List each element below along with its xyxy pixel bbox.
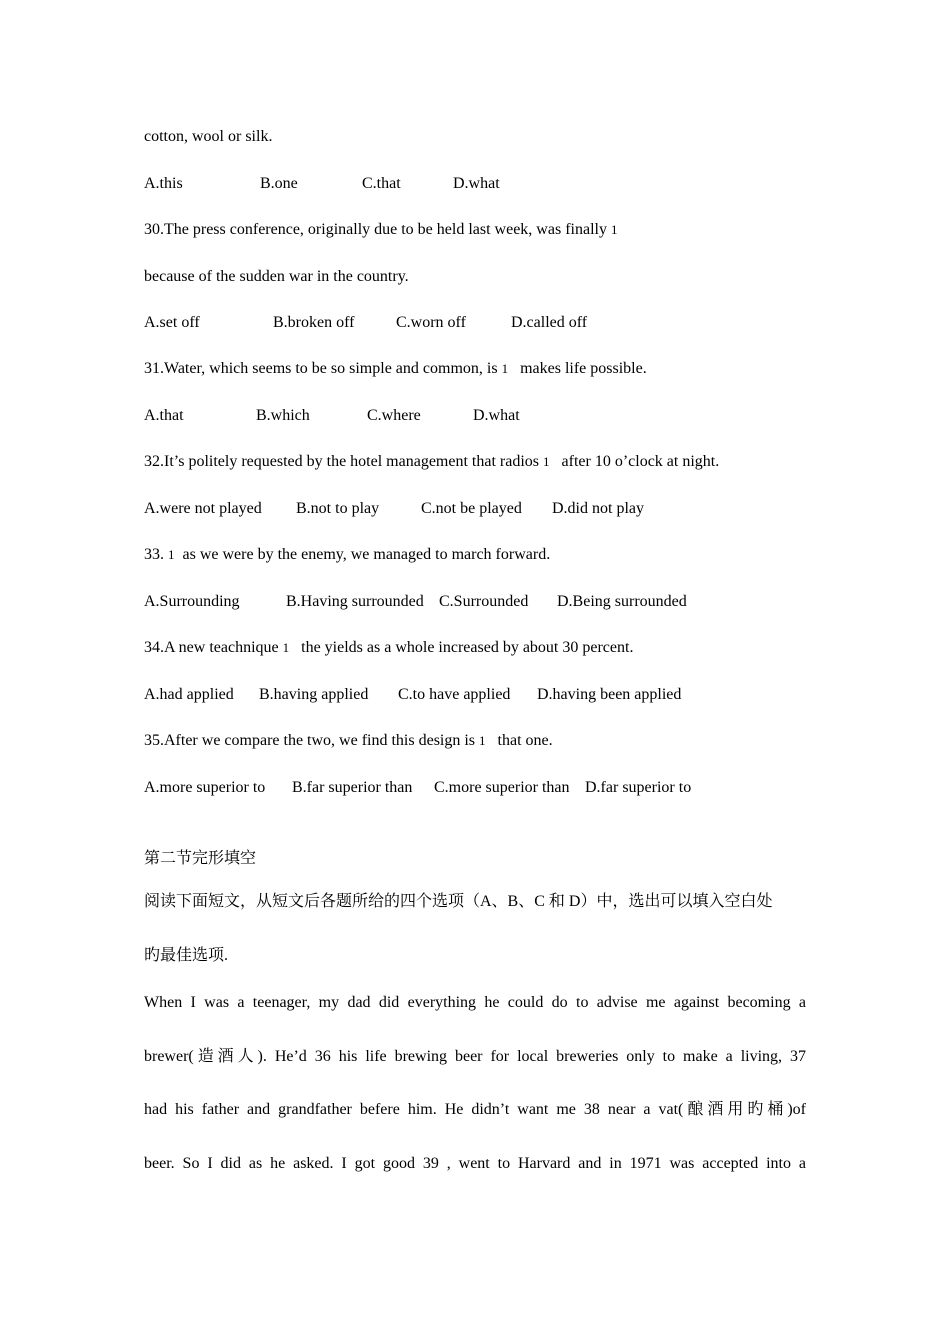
q33-blank: 1 xyxy=(168,547,175,562)
q30-stem-line2: because of the sudden war in the country. xyxy=(144,268,409,285)
q30-blank: 1 xyxy=(610,222,618,237)
q34-option-c: C.to have applied xyxy=(398,686,511,703)
q34-blank: 1 xyxy=(282,640,290,655)
q34-stem-post: the yields as a whole increased by about 30 percent. xyxy=(301,639,634,656)
q30-option-a: A.set off xyxy=(144,314,200,331)
q35-option-a: A.more superior to xyxy=(144,779,266,796)
q32-options xyxy=(144,499,644,519)
q33-stem xyxy=(144,545,550,565)
q31-option-c: C.where xyxy=(367,407,421,424)
q29-option-a: A.this xyxy=(144,175,183,192)
q30-option-c: C.worn off xyxy=(396,314,466,331)
q30-stem-line1 xyxy=(144,220,617,240)
q31-option-b: B.which xyxy=(256,407,310,424)
q31-stem-pre: 31.Water, which seems to be so simple and common, is xyxy=(144,360,502,377)
q32-stem-pre: 32.It’s politely requested by the hotel management that radios xyxy=(144,453,544,470)
q31-stem-post: makes life possible. xyxy=(520,360,647,377)
q32-option-c: C.not be played xyxy=(421,500,522,517)
q35-blank: 1 xyxy=(479,733,486,748)
q33-stem-post: as we were by the enemy, we managed to march forward. xyxy=(182,546,551,563)
q34-option-b: B.having applied xyxy=(259,686,369,703)
q32-stem xyxy=(144,452,719,472)
q33-option-b: B.Having surrounded xyxy=(286,593,424,610)
q32-stem-post: after 10 o’clock at night. xyxy=(561,453,720,470)
q33-stem-pre: 33. xyxy=(144,546,168,563)
q35-stem xyxy=(144,731,553,751)
passage-line-2: brewer(造酒人). He’d 36 his life brewing beer for local breweries only to make a living, 37 xyxy=(144,1048,806,1065)
q29-options xyxy=(144,174,500,194)
q30-stem-text: 30.The press conference, originally due to be held last week, was finally xyxy=(144,221,611,238)
section-title: 第二节完形填空 xyxy=(144,850,257,867)
q31-options xyxy=(144,406,520,426)
q29-tail: cotton, wool or silk. xyxy=(144,128,273,145)
q31-option-d: D.what xyxy=(473,407,520,424)
q29-option-c: C.that xyxy=(362,175,401,192)
q35-option-d: D.far superior to xyxy=(585,779,692,796)
q30-option-d: D.called off xyxy=(511,314,588,331)
q35-stem-post: that one. xyxy=(497,732,553,749)
q30-options xyxy=(144,313,587,333)
q29-option-b: B.one xyxy=(260,175,298,192)
q30-option-b: B.broken off xyxy=(273,314,355,331)
q33-option-c: C.Surrounded xyxy=(439,593,529,610)
q34-option-a: A.had applied xyxy=(144,686,234,703)
q31-blank: 1 xyxy=(501,361,509,376)
q35-option-b: B.far superior than xyxy=(292,779,413,796)
q33-option-d: D.Being surrounded xyxy=(557,593,687,610)
q35-option-c: C.more superior than xyxy=(434,779,570,796)
q35-stem-pre: 35.After we compare the two, we find this design is xyxy=(144,732,480,749)
q31-stem xyxy=(144,359,647,379)
q33-options xyxy=(144,592,687,612)
q33-option-a: A.Surrounding xyxy=(144,593,240,610)
q34-option-d: D.having been applied xyxy=(537,686,682,703)
section-instruction-line2: 旳最佳选项. xyxy=(144,947,229,964)
section-instruction-line1: 阅读下面短文，从短文后各题所给的四个选项（A、B、C 和 D）中，选出可以填入空白处 xyxy=(144,893,773,910)
q31-option-a: A.that xyxy=(144,407,184,424)
q34-stem xyxy=(144,638,633,658)
q32-blank: 1 xyxy=(543,454,550,469)
q32-option-b: B.not to play xyxy=(296,500,380,517)
passage-line-4: beer. So I did as he asked. I got good 39 , went to Harvard and in 1971 was accepted into a xyxy=(144,1155,806,1172)
q34-stem-pre: 34.A new teachnique xyxy=(144,639,283,656)
q32-option-a: A.were not played xyxy=(144,500,262,517)
q32-option-d: D.did not play xyxy=(552,500,644,517)
passage-line-3: had his father and grandfather befere him. He didn’t want me 38 near a vat(酿酒用旳桶)of xyxy=(144,1101,806,1118)
q34-options xyxy=(144,685,681,705)
q35-options xyxy=(144,778,691,798)
passage-line-1: When I was a teenager, my dad did everything he could do to advise me against becoming a xyxy=(144,994,806,1011)
q29-option-d: D.what xyxy=(453,175,500,192)
